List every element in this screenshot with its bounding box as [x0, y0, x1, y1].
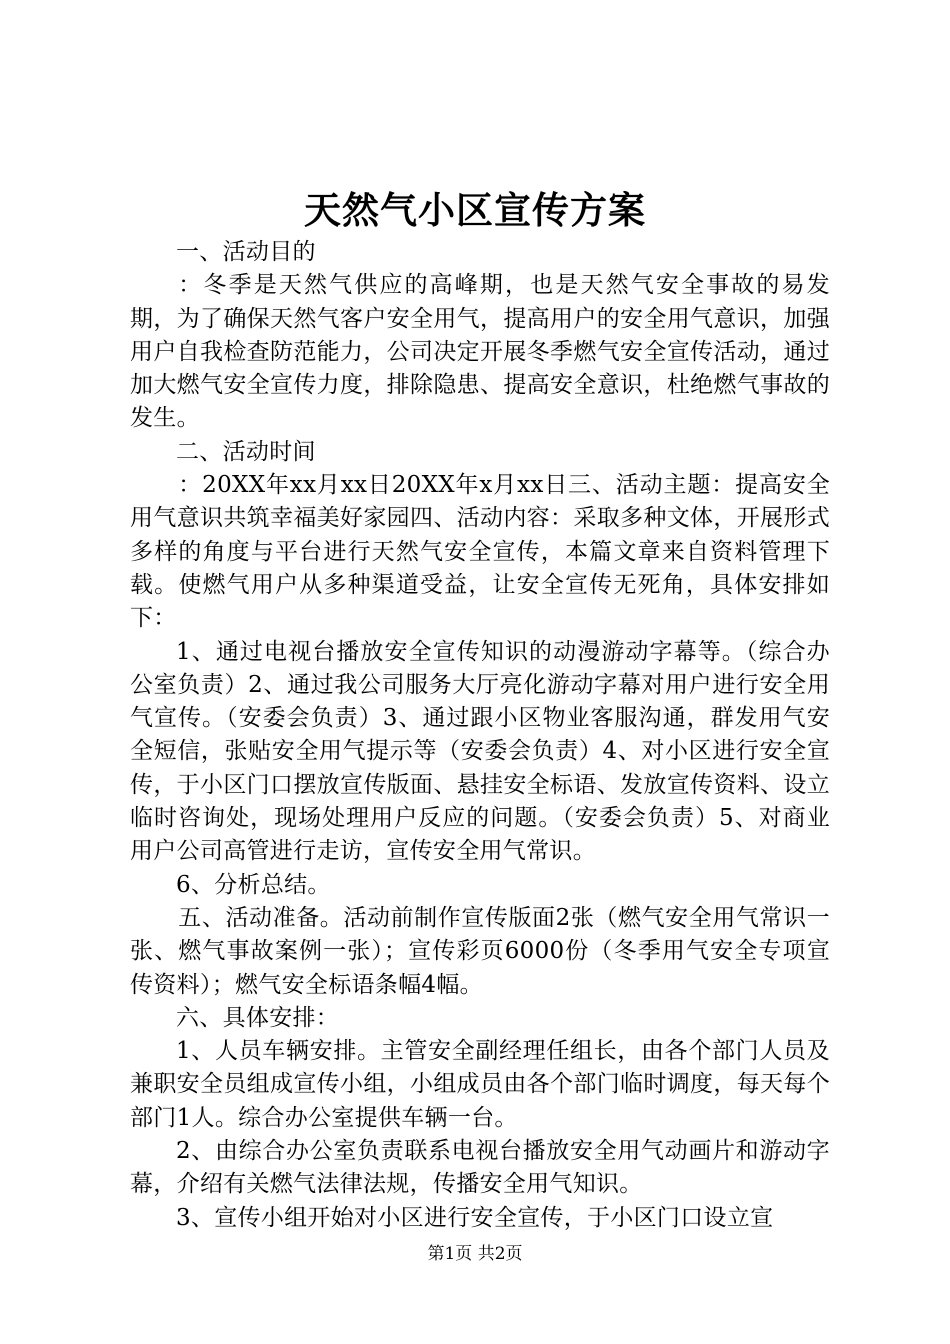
section-heading-schedule: 六、具体安排： [176, 1004, 340, 1031]
paragraph-community-promotion: 3、宣传小组开始对小区进行安全宣传，于小区门口设立宣 [176, 1204, 774, 1231]
section-heading-purpose: 一、活动目的 [176, 239, 316, 265]
document-title: 天然气小区宣传方案 [304, 188, 646, 232]
paragraph-preparation: 五、活动准备。活动前制作宣传版面2张（燃气安全用气常识一张、燃气事故案例一张）；宣传彩页6000份（冬季用气安全专项宣传资料）；燃气安全标语条幅4幅。 [130, 904, 830, 998]
document-body [130, 236, 830, 1235]
paragraph-purpose: ：冬季是天然气供应的高峰期，也是天然气安全事故的易发期，为了确保天然气客户安全用气，提高用户的安全用气意识，加强用户自我检查防范能力，公司决定开展冬季燃气安全宣传活动，通过加大燃气安全宣传力度，排除隐患、提高安全意识，杜绝燃气事故的发生。 [130, 272, 830, 432]
section-heading-time: 二、活动时间 [176, 438, 316, 465]
paragraph-tv-broadcast: 2、由综合办公室负责联系电视台播放安全用气动画片和游动字幕，介绍有关燃气法律法规，传播安全用气知识。 [130, 1138, 830, 1198]
paragraph-time-theme-content: ：20XX年xx月xx日20XX年x月xx日三、活动主题：提高安全用气意识共筑幸福美好家园四、活动内容：采取多种文体，开展形式多样的角度与平台进行天然气安全宣传，本篇文章来自资料管理下载。使燃气用户从多种渠道受益，让安全宣传无死角，具体安排如下： [130, 472, 830, 632]
page-number-footer: 第1页 共2页 [427, 1244, 523, 1264]
paragraph-summary: 6、分析总结。 [176, 871, 331, 898]
paragraph-arrangements-list: 1、通过电视台播放安全宣传知识的动漫游动字幕等。（综合办公室负责）2、通过我公司服务大厅亮化游动字幕对用户进行安全用气宣传。（安委会负责）3、通过跟小区物业客服沟通，群发用气安全短信，张贴安全用气提示等（安委会负责）4、对小区进行安全宣传，于小区门口摆放宣传版面、悬挂安全标语、发放宣传资料、设立临时咨询处，现场处理用户反应的问题。（安委会负责）5、对商业用户公司高管进行走访，宣传安全用气常识。 [130, 638, 830, 865]
paragraph-staff-vehicles: 1、人员车辆安排。主管安全副经理任组长，由各个部门人员及兼职安全员组成宣传小组，小组成员由各个部门临时调度，每天每个部门1人。综合办公室提供车辆一台。 [130, 1038, 830, 1131]
